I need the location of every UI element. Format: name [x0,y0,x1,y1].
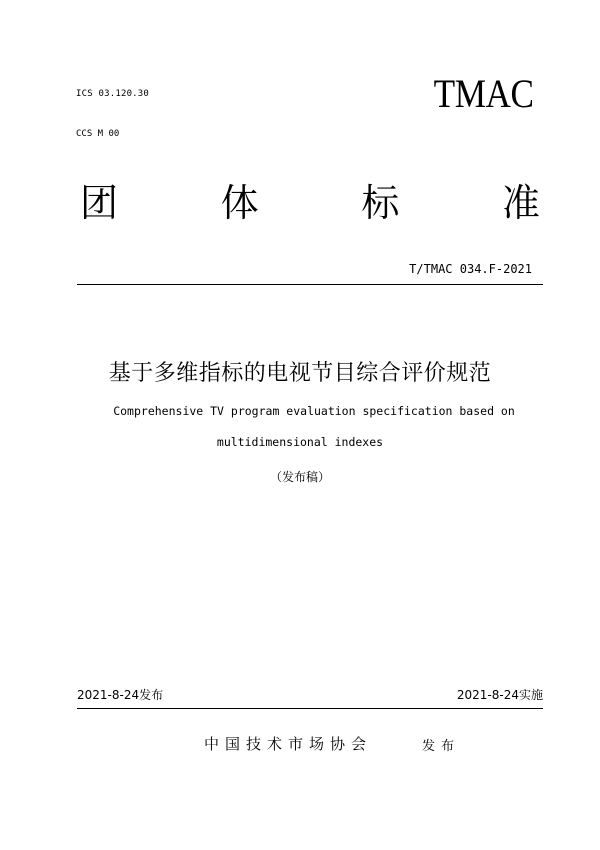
standard-type-char: 标 [361,181,400,225]
publish-date: 2021-8-24发布 [77,688,164,702]
issuer-name: 中国技术市场协会 [204,735,373,753]
standard-type-char: 准 [501,181,540,225]
ics-code: ICS 03.120.30 [76,89,150,99]
bottom-divider [77,708,543,709]
brand-logo-text: TMAC [434,71,534,116]
title-english-line2: multidimensional indexes [216,435,384,449]
implement-date: 2021-8-24实施 [456,688,543,702]
top-divider [77,284,543,285]
standard-number: T/TMAC 034.F-2021 [409,262,532,276]
standard-type-char: 团 [80,181,119,225]
issue-label: 发布 [422,739,461,754]
title-chinese: 基于多维指标的电视节目综合评价规范 [108,361,492,386]
ccs-code: CCS M 00 [76,129,120,139]
standard-type-char: 体 [220,181,259,225]
standard-type [80,172,540,227]
draft-status: （发布稿） [269,470,330,484]
title-english-line1: Comprehensive TV program evaluation specification based on [113,404,515,418]
